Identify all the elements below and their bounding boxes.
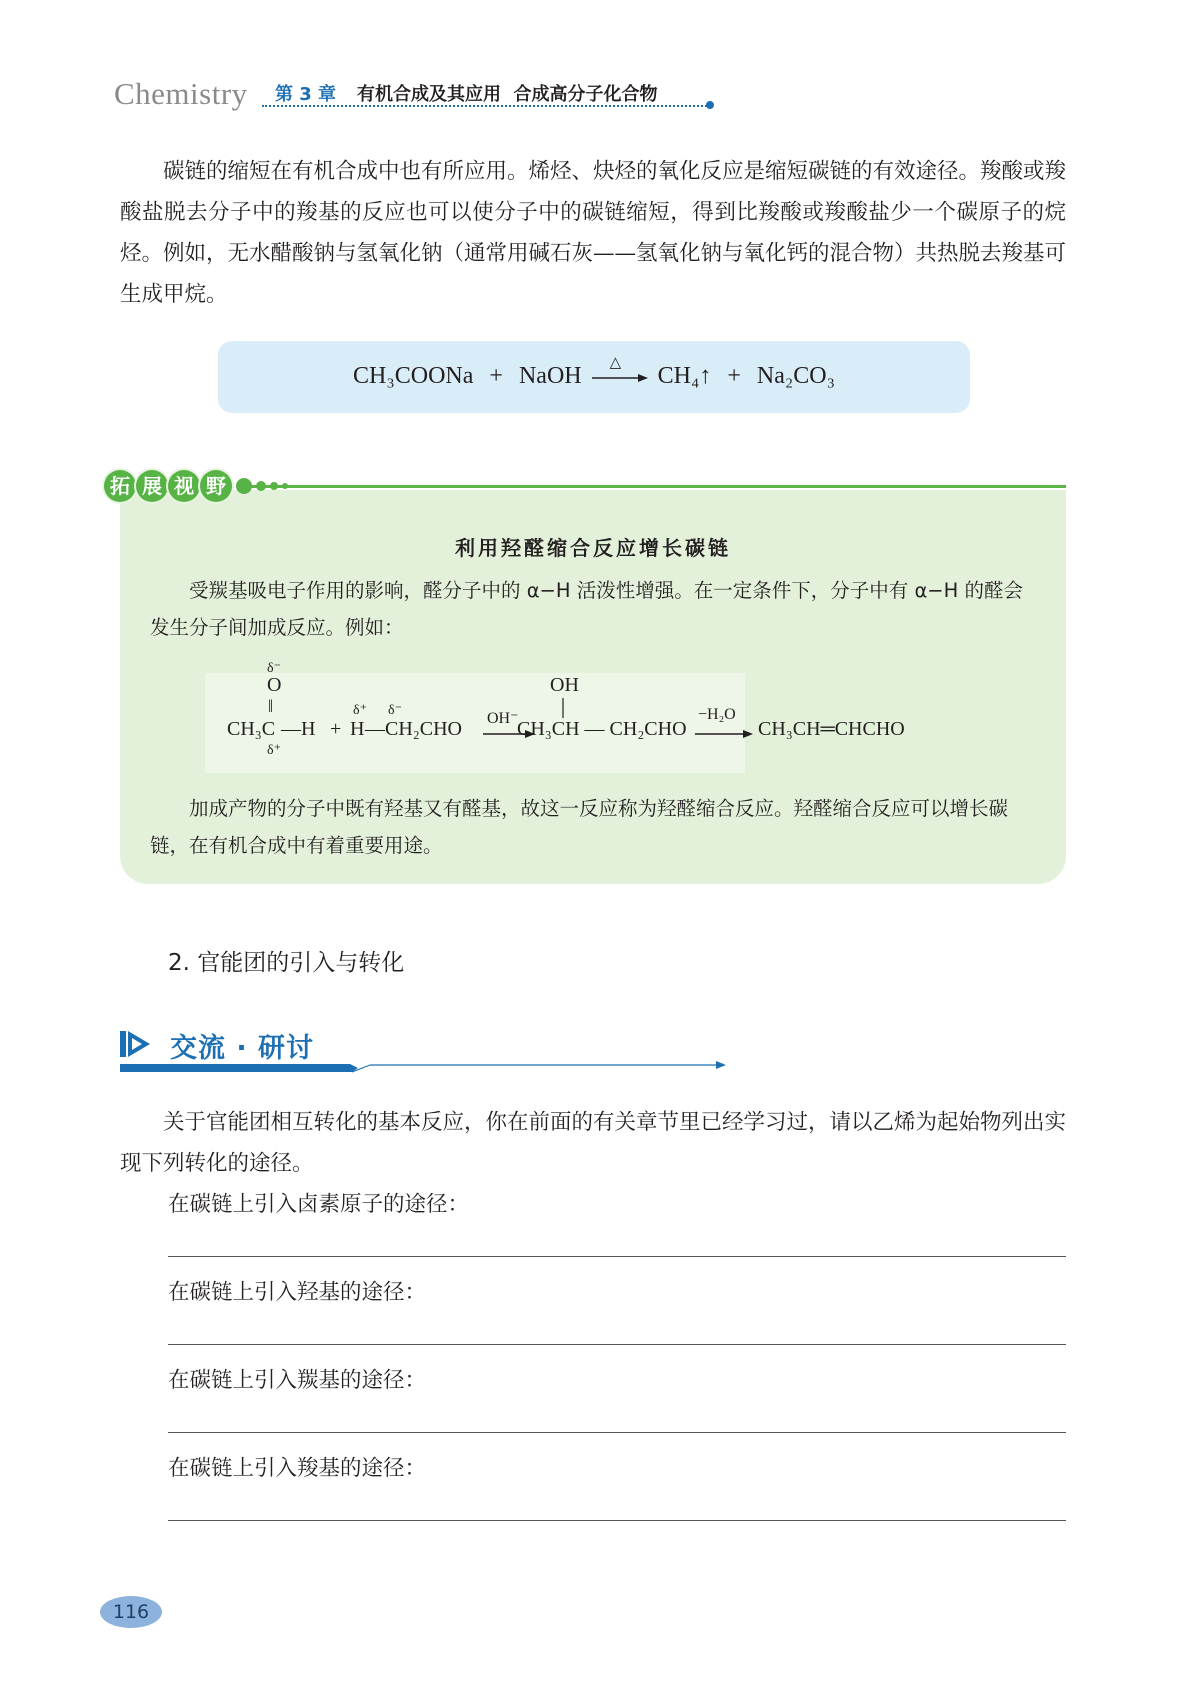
extension-badge-1: 拓 bbox=[104, 470, 136, 502]
extension-para1-text: 受羰基吸电子作用的影响，醛分子中的 α−H 活泼性增强。在一定条件下，分子中有 α−H 的醛会发生分子间加成反应。例如： bbox=[150, 579, 1024, 639]
extension-dot-3 bbox=[270, 482, 278, 490]
extension-paragraph-2 bbox=[150, 790, 1036, 864]
extension-badge-3: 视 bbox=[168, 470, 200, 502]
header-brand: Chemistry bbox=[114, 76, 248, 111]
equation-decarboxylation bbox=[218, 355, 970, 390]
header-rule bbox=[262, 105, 710, 107]
delta-minus-o: δ⁻ bbox=[267, 661, 281, 676]
answer-line-hydroxyl[interactable] bbox=[168, 1344, 1066, 1345]
extension-badge-4: 野 bbox=[200, 470, 232, 502]
aldol-reaction bbox=[205, 660, 1085, 770]
answer-line-halogen[interactable] bbox=[168, 1256, 1066, 1257]
discussion-intro-text: 关于官能团相互转化的基本反应，你在前面的有关章节里已经学习过，请以乙烯为起始物列出实现下列转化的途径。 bbox=[120, 1110, 1067, 1176]
prompt-carboxyl: 在碳链上引入羧基的途径： bbox=[168, 1456, 427, 1481]
eq-reactant-2: NaOH bbox=[518, 363, 582, 389]
condition-minus-water: −H₂O bbox=[698, 706, 736, 723]
discussion-underline bbox=[120, 1060, 730, 1076]
alpha-h-bond: —H bbox=[281, 718, 316, 740]
arrow-icon bbox=[592, 373, 648, 383]
extension-rule bbox=[248, 485, 1066, 488]
hydroxyl-oh: OH bbox=[550, 674, 579, 696]
eq-product-2: Na₂CO₃ bbox=[756, 363, 835, 389]
discussion-intro bbox=[120, 1102, 1066, 1184]
extension-badge-2: 展 bbox=[136, 470, 168, 502]
page-number: 116 bbox=[100, 1596, 162, 1628]
discussion-title: 交流 · 研讨 bbox=[170, 1033, 315, 1064]
eq-product-1: CH₄↑ bbox=[657, 363, 712, 389]
ch2cho-reactant: CH₂CHO bbox=[385, 718, 462, 740]
condition-oh-minus: OH⁻ bbox=[487, 710, 519, 727]
ch3c: CH₃C bbox=[227, 718, 276, 740]
carbonyl-oxygen: O bbox=[267, 674, 282, 696]
extension-dot-1 bbox=[236, 478, 252, 494]
arrow-icon bbox=[695, 729, 753, 739]
header-chapter: 第 3 章 bbox=[275, 84, 337, 105]
play-icon bbox=[120, 1028, 154, 1060]
answer-line-carboxyl[interactable] bbox=[168, 1520, 1066, 1521]
delta-minus-c: δ⁻ bbox=[388, 703, 402, 718]
prompt-halogen: 在碳链上引入卤素原子的途径： bbox=[168, 1192, 470, 1217]
answer-line-carbonyl[interactable] bbox=[168, 1432, 1066, 1433]
carbonyl-double-bond: ‖ bbox=[268, 696, 274, 716]
section-heading: 2. 官能团的引入与转化 bbox=[168, 950, 405, 976]
prompt-carbonyl: 在碳链上引入羰基的途径： bbox=[168, 1368, 427, 1393]
intro-paragraph bbox=[120, 151, 1066, 315]
extension-dot-4 bbox=[282, 483, 288, 489]
extension-dot-2 bbox=[256, 481, 266, 491]
plus-sign: + bbox=[330, 718, 342, 740]
prompt-hydroxyl: 在碳链上引入羟基的途径： bbox=[168, 1280, 427, 1305]
intro-text: 碳链的缩短在有机合成中也有所应用。烯烃、炔烃的氧化反应是缩短碳链的有效途径。羧酸或羧酸盐脱去分子中的羧基的反应也可以使分子中的碳链缩短，得到比羧酸或羧酸盐少一个碳原子的烷烃。例如，无水醋酸钠与氢氧化钠（通常用碱石灰——氢氧化钠与氧化钙的混合物）共热脱去羧基可生成甲烷。 bbox=[120, 159, 1067, 307]
bond-dash: — bbox=[365, 718, 385, 740]
eq-arrow bbox=[592, 355, 648, 387]
equation-box bbox=[218, 341, 970, 413]
extension-title: 利用羟醛缩合反应增长碳链 bbox=[455, 536, 731, 560]
header-dot bbox=[706, 101, 714, 109]
crotonaldehyde-product: CH₃CH═CHCHO bbox=[758, 718, 905, 740]
eq-condition-heat: △ bbox=[609, 355, 622, 372]
single-bond-vertical bbox=[561, 698, 565, 718]
eq-reactant-1: CH₃COONa bbox=[353, 363, 474, 389]
extension-para2-text: 加成产物的分子中既有羟基又有醛基，故这一反应称为羟醛缩合反应。羟醛缩合反应可以增长碳链，在有机合成中有着重要用途。 bbox=[150, 797, 1009, 857]
aldol-product: CH₃CH — CH₂CHO bbox=[517, 718, 687, 740]
eq-plus-1: + bbox=[489, 363, 503, 389]
header-title: 有机合成及其应用 合成高分子化合物 bbox=[357, 84, 658, 105]
delta-plus-c: δ⁺ bbox=[267, 743, 281, 758]
alpha-h: H bbox=[350, 718, 365, 740]
extension-paragraph-1 bbox=[150, 572, 1036, 646]
eq-plus-2: + bbox=[727, 363, 741, 389]
delta-plus-h: δ⁺ bbox=[353, 703, 367, 718]
